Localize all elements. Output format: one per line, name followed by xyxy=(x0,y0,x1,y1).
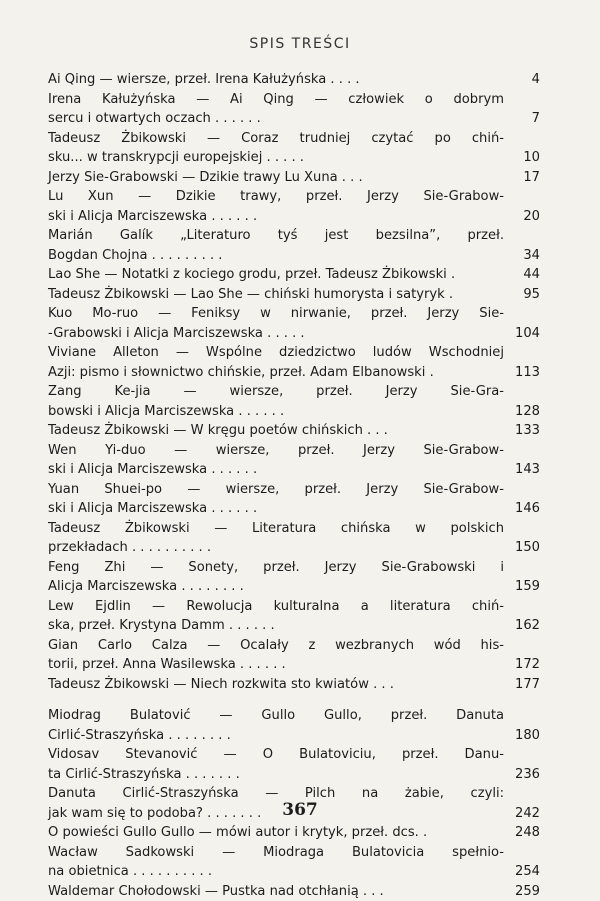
toc-entry[interactable] xyxy=(48,558,540,597)
toc-entry-page: 20 xyxy=(504,207,540,227)
toc-entry-page: 34 xyxy=(504,246,540,266)
toc-entry-text: O powieści Gullo Gullo — mówi autor i krytyk, przeł. dcs. . xyxy=(48,825,463,840)
toc-entry[interactable] xyxy=(48,675,540,695)
toc-entry-text: ski i Alicja Marciszewska . . . . . . xyxy=(48,209,293,224)
toc-entry-text: Marián Galík „Literaturo tyś jest bezsilna”, przeł. xyxy=(48,226,540,246)
toc-entry-text: Feng Zhi — Sonety, przeł. Jerzy Sie-Grabowski i xyxy=(48,558,540,578)
toc-entry-page: 133 xyxy=(504,421,540,441)
toc-entry-text: Lao She — Notatki z kociego grodu, przeł. Tadeusz Żbikowski . xyxy=(48,267,491,282)
toc-entry-text: Ai Qing — wiersze, przeł. Irena Kałużyńska . . . . xyxy=(48,72,396,87)
toc-entry-page: 17 xyxy=(504,168,540,188)
toc-entry-text: Miodrag Bulatović — Gullo Gullo, przeł. Danuta xyxy=(48,706,540,726)
toc-entry-text: Tadeusz Żbikowski — Coraz trudniej czytać po chiń- xyxy=(48,129,540,149)
section-gap xyxy=(48,694,540,706)
toc-entry[interactable] xyxy=(48,129,540,168)
toc-entry-text: -Grabowski i Alicja Marciszewska . . . . . xyxy=(48,326,341,341)
page-title: SPIS TREŚCI xyxy=(0,36,600,52)
toc-entry-text: torii, przeł. Anna Wasilewska . . . . . . xyxy=(48,657,322,672)
toc-entry-page: 254 xyxy=(504,862,540,882)
toc-entry-text: Jerzy Sie-Grabowski — Dzikie trawy Lu Xuna . . . xyxy=(48,170,399,185)
toc-entry-page: 172 xyxy=(504,655,540,675)
toc-entry-page: 10 xyxy=(504,148,540,168)
toc-entry-page: 248 xyxy=(504,823,540,843)
page-number: 367 xyxy=(0,800,600,820)
toc-entry-text: sercu i otwartych oczach . . . . . . xyxy=(48,111,297,126)
toc-entry-page: 4 xyxy=(504,70,540,90)
toc-entry-text: Viviane Alleton — Wspólne dziedzictwo ludów Wschodniej xyxy=(48,343,540,363)
toc-entry-text: Lew Ejdlin — Rewolucja kulturalna a literatura chiń- xyxy=(48,597,540,617)
toc-entry-text: Wacław Sadkowski — Miodraga Bulatovicia spełnio- xyxy=(48,843,540,863)
toc-entry-text: Alicja Marciszewska . . . . . . . . xyxy=(48,579,280,594)
toc-entry[interactable] xyxy=(48,636,540,675)
toc-entry-text: Wen Yi-duo — wiersze, przeł. Jerzy Sie-Grabow- xyxy=(48,441,540,461)
toc-entry-page: 95 xyxy=(504,285,540,305)
toc-entry-text: Waldemar Chołodowski — Pustka nad otchłanią . . . xyxy=(48,884,420,899)
toc-entry-text: Bogdan Chojna . . . . . . . . . xyxy=(48,248,258,263)
toc-entry-text: sku... w transkrypcji europejskiej . . . . . xyxy=(48,150,340,165)
toc-entry-text: ski i Alicja Marciszewska . . . . . . xyxy=(48,501,293,516)
toc-entry-text: ska, przeł. Krystyna Damm . . . . . . xyxy=(48,618,311,633)
toc-entry[interactable] xyxy=(48,882,540,901)
toc-entry[interactable] xyxy=(48,343,540,382)
toc-entry-text: bowski i Alicja Marciszewska . . . . . . xyxy=(48,404,320,419)
toc-entry[interactable] xyxy=(48,70,540,90)
toc-entry-page: 128 xyxy=(504,402,540,422)
toc-entry-page: 7 xyxy=(504,109,540,129)
toc-entry-text: Azji: pismo i słownictwo chińskie, przeł. Adam Elbanowski . xyxy=(48,365,470,380)
toc-entry[interactable] xyxy=(48,823,540,843)
toc-entry[interactable] xyxy=(48,441,540,480)
toc-entry[interactable] xyxy=(48,706,540,745)
toc-entry[interactable] xyxy=(48,421,540,441)
toc-entry[interactable] xyxy=(48,304,540,343)
toc-entry[interactable] xyxy=(48,519,540,558)
toc-entry-text: Cirlić-Straszyńska . . . . . . . . xyxy=(48,728,267,743)
toc-entry-page: 259 xyxy=(504,882,540,901)
toc-entry-text: Tadeusz Żbikowski — Literatura chińska w polskich xyxy=(48,519,540,539)
toc-entry-page: 146 xyxy=(504,499,540,519)
toc-entry[interactable] xyxy=(48,265,540,285)
toc-entry-page: 113 xyxy=(504,363,540,383)
toc-entry-text: Kuo Mo-ruo — Feniksy w nirwanie, przeł. Jerzy Sie- xyxy=(48,304,540,324)
toc-entry-text: ski i Alicja Marciszewska . . . . . . xyxy=(48,462,293,477)
toc-entry-text: ta Cirlić-Straszyńska . . . . . . . xyxy=(48,767,276,782)
toc-entry[interactable] xyxy=(48,382,540,421)
toc-entry-text: Tadeusz Żbikowski — Niech rozkwita sto kwiatów . . . xyxy=(48,677,430,692)
toc-entry-text: Yuan Shuei-po — wiersze, przeł. Jerzy Sie-Grabow- xyxy=(48,480,540,500)
toc-entry-text: jak wam się to podoba? . . . . . . . xyxy=(48,806,297,821)
toc-entry[interactable] xyxy=(48,187,540,226)
toc-entry-page: 104 xyxy=(504,324,540,344)
toc-entry[interactable] xyxy=(48,480,540,519)
toc-entry[interactable] xyxy=(48,168,540,188)
toc-entry-text: Gian Carlo Calza — Ocalały z wezbranych wód his- xyxy=(48,636,540,656)
toc-entry[interactable] xyxy=(48,597,540,636)
toc-entry-text: Danuta Cirlić-Straszyńska — Pilch na żabie, czyli: xyxy=(48,784,540,804)
toc-entry-page: 159 xyxy=(504,577,540,597)
toc-entry[interactable] xyxy=(48,843,540,882)
toc-entry-page: 44 xyxy=(504,265,540,285)
toc-entry[interactable] xyxy=(48,226,540,265)
toc-entry-page: 177 xyxy=(504,675,540,695)
toc-entry-page: 236 xyxy=(504,765,540,785)
toc-entry-text: przekładach . . . . . . . . . . xyxy=(48,540,247,555)
toc-entry-page: 143 xyxy=(504,460,540,480)
toc-entry[interactable] xyxy=(48,745,540,784)
toc-entry[interactable] xyxy=(48,285,540,305)
toc-entry-text: Tadeusz Żbikowski — Lao She — chiński humorysta i satyryk . xyxy=(48,287,489,302)
toc-entry-text: Zang Ke-jia — wiersze, przeł. Jerzy Sie-Gra- xyxy=(48,382,540,402)
toc-entry[interactable] xyxy=(48,90,540,129)
toc-entry-text: Vidosav Stevanović — O Bulatoviciu, przeł. Danu- xyxy=(48,745,540,765)
toc-entry-text: Lu Xun — Dzikie trawy, przeł. Jerzy Sie-Grabow- xyxy=(48,187,540,207)
toc-entry-text: Irena Kałużyńska — Ai Qing — człowiek o dobrym xyxy=(48,90,540,110)
toc-entry-page: 242 xyxy=(504,804,540,824)
toc-entry-page: 162 xyxy=(504,616,540,636)
table-of-contents xyxy=(48,70,540,901)
toc-entry-text: na obietnica . . . . . . . . . . xyxy=(48,864,248,879)
toc-entry-page: 180 xyxy=(504,726,540,746)
toc-entry-page: 150 xyxy=(504,538,540,558)
toc-entry-text: Tadeusz Żbikowski — W kręgu poetów chińskich . . . xyxy=(48,423,424,438)
